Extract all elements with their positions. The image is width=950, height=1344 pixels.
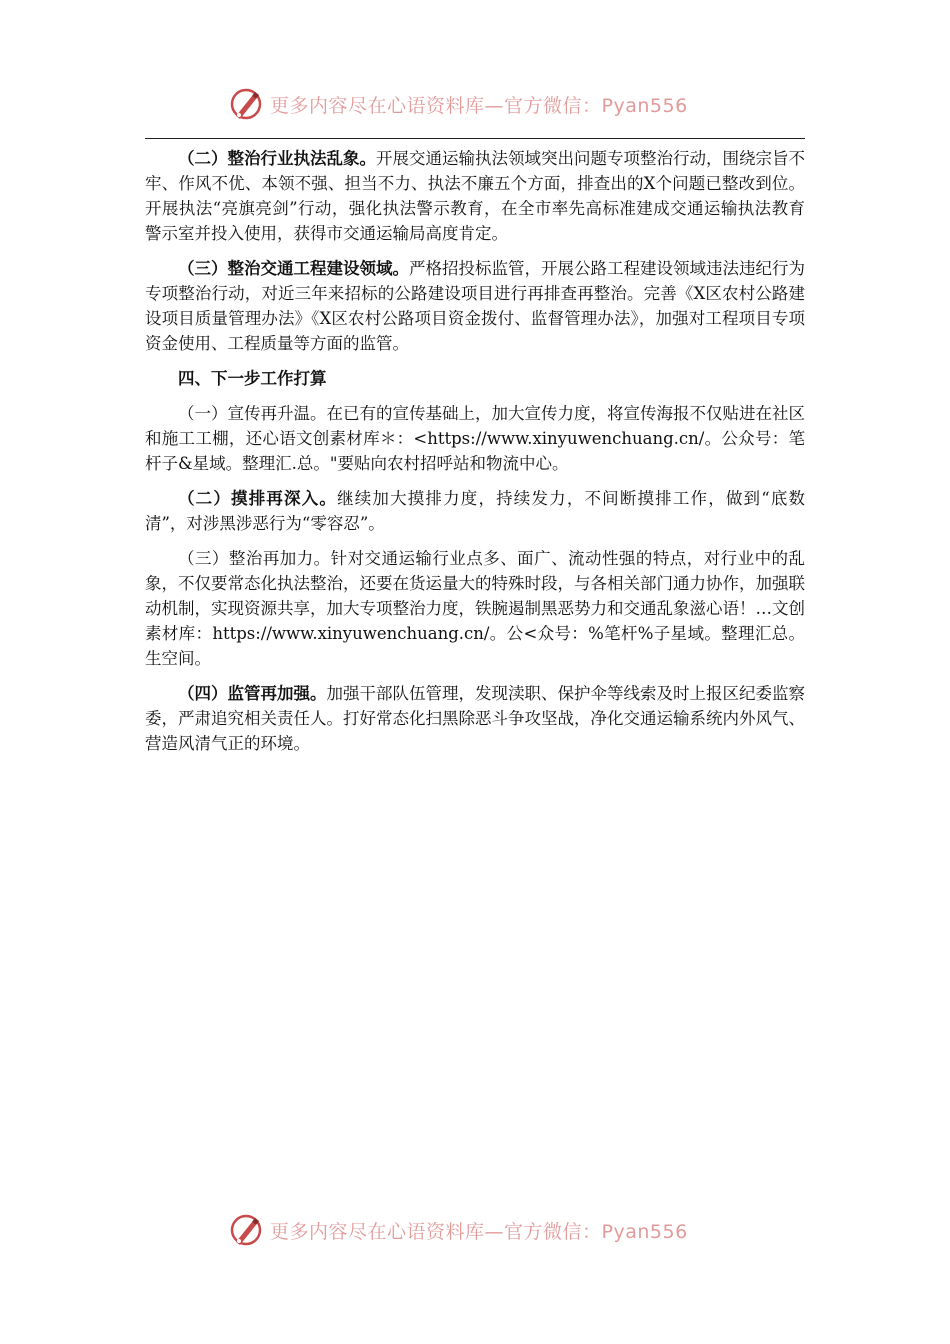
paragraph-text: （三）整治再加力。针对交通运输行业点多、面广、流动性强的特点，对行业中的乱象，不仅要常态化执法整治，还要在货运量大的特殊时段，与各相关部门通力协作，加强联动机制，实现资源共享，加大专项整治力度，铁腕遏制黑恶势力和交通乱象滋心语！…文创素材库：https://www.xinyuwenchuang.cn/。公<众号：%笔杆%子星域。整理汇总。生空间。: [145, 549, 805, 668]
paragraph-lead: （三）整治交通工程建设领域。: [178, 259, 409, 278]
paragraph-lead: （四）监管再加强。: [178, 684, 327, 703]
paragraph-text: 加强干部队伍管理，发现渎职、保护伞等线索及时上报区纪委监察委，严肃追究相关责任人。打好常态化扫黑除恶斗争攻坚战，净化交通运输系统内外风气、营造风清气正的环境。: [145, 684, 805, 753]
paragraph-supervision: [145, 681, 805, 756]
footer-banner-text: 更多内容尽在心语资料库—官方微信：Pyan556: [270, 1220, 688, 1243]
paragraph-text: 严格招投标监管，开展公路工程建设领域违法违纪行为专项整治行动，对近三年来招标的公路建设项目进行再排查再整治。完善《X区农村公路建设项目质量管理办法》《X区农村公路项目资金拨付、监督管理办法》，加强对工程项目专项资金使用、工程质量等方面的监管。: [145, 259, 805, 353]
paragraph-text: （一）宣传再升温。在已有的宣传基础上，加大宣传力度，将宣传海报不仅贴进在社区和施工工棚，还心语文创素材库＊：<https://www.xinyuwenchuang.cn/。公众号：笔杆子&星域。整理汇.总。"要贴向农村招呼站和物流中心。: [145, 404, 805, 473]
section-heading-next-steps: 四、下一步工作打算: [178, 369, 327, 388]
pen-logo-icon: [228, 1212, 264, 1248]
paragraph-law-enforcement: [145, 146, 805, 246]
paragraph-engineering: [145, 256, 805, 356]
paragraph-investigation: [145, 486, 805, 536]
header-banner: [228, 84, 688, 124]
paragraph-lead: （二）摸排再深入。: [178, 489, 338, 508]
paragraph-publicity: [145, 401, 805, 476]
paragraph-lead: （二）整治行业执法乱象。: [178, 149, 376, 168]
paragraph-text: 继续加大摸排力度，持续发力，不间断摸排工作，做到“底数清”，对涉黑涉恶行为“零容忍”。: [145, 489, 806, 533]
pen-logo-icon: [228, 86, 264, 122]
document-body: [145, 146, 805, 766]
header-divider: [145, 138, 805, 139]
paragraph-text: 开展交通运输执法领域突出问题专项整治行动，围绕宗旨不牢、作风不优、本领不强、担当不力、执法不廉五个方面，排查出的X个问题已整改到位。开展执法“亮旗亮剑”行动，强化执法警示教育，在全市率先高标准建成交通运输执法教育警示室并投入使用，获得市交通运输局高度肯定。: [145, 149, 805, 243]
paragraph-rectification: [145, 546, 805, 671]
footer-banner: [228, 1210, 688, 1250]
header-banner-text: 更多内容尽在心语资料库—官方微信：Pyan556: [270, 94, 688, 117]
